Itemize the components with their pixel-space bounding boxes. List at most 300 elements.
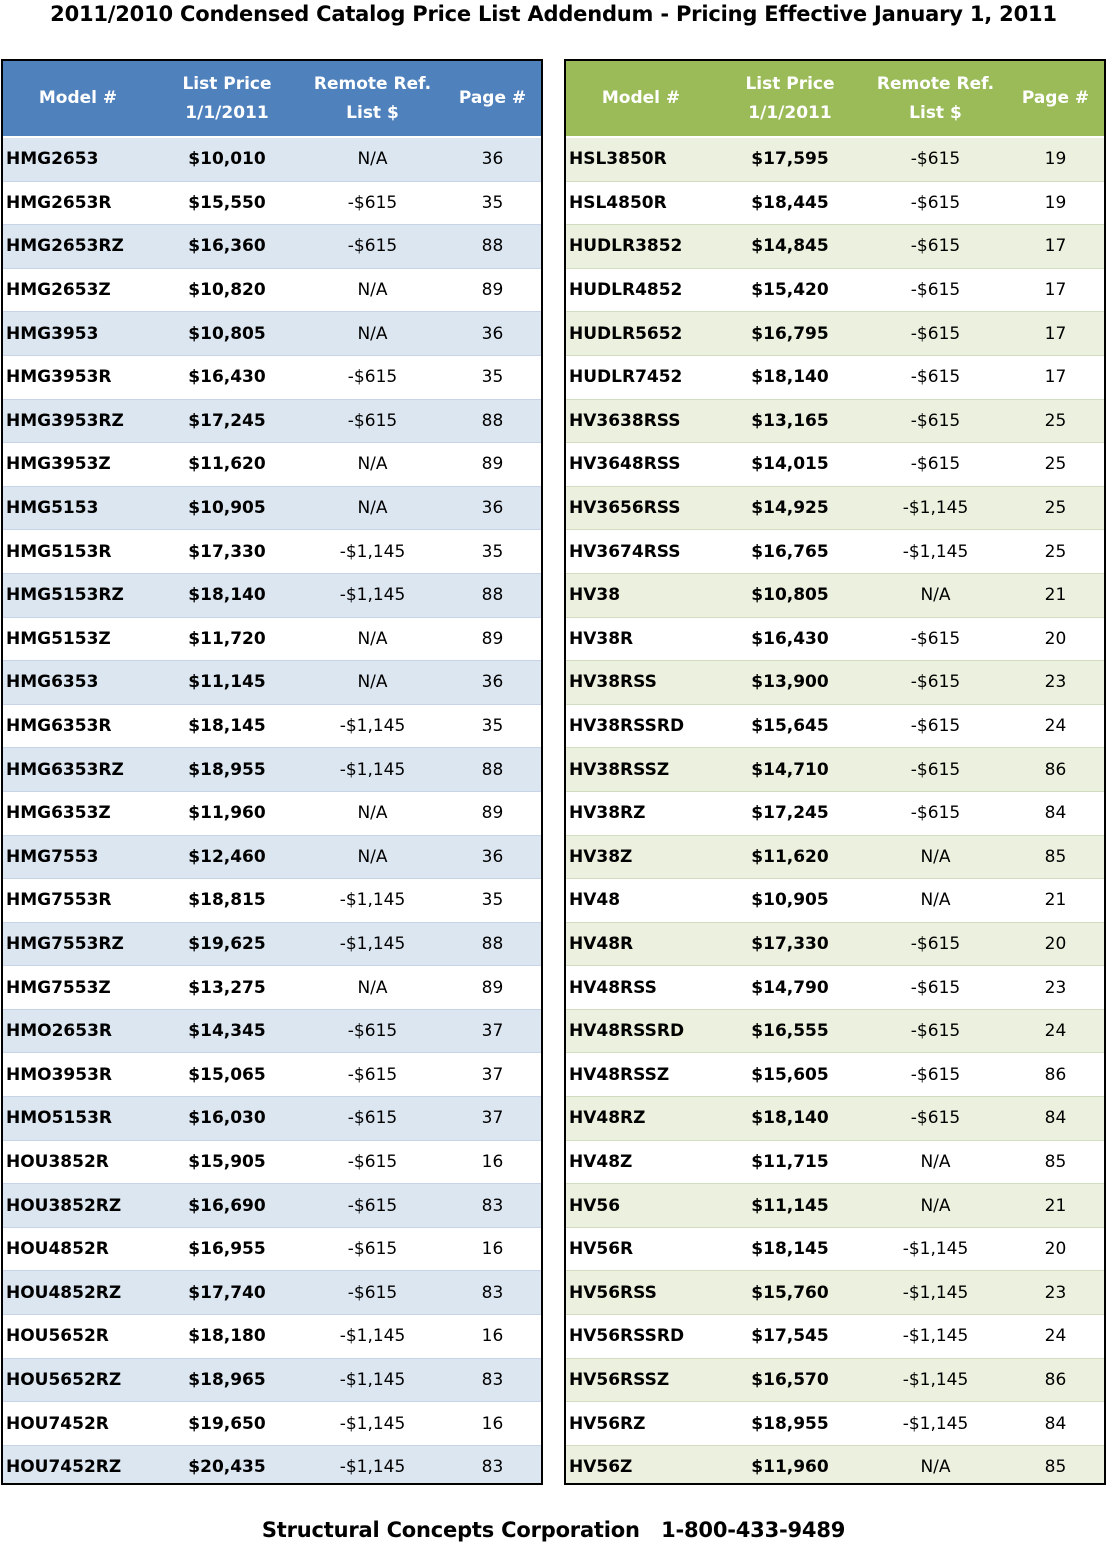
cell-remote-ref: -$615 [347, 1282, 398, 1303]
cell-list-price: $11,960 [751, 1457, 829, 1478]
cell-model: HSL3850R [569, 149, 667, 170]
table-row [3, 618, 541, 662]
cell-list-price: $14,925 [751, 498, 829, 519]
cell-remote-ref: -$615 [347, 410, 398, 431]
cell-remote-ref: -$1,145 [339, 585, 406, 606]
cell-page: 35 [481, 716, 504, 737]
cell-list-price: $15,605 [751, 1064, 829, 1085]
cell-list-price: $17,330 [751, 933, 829, 954]
cell-remote-ref: -$615 [910, 149, 961, 170]
table-row [566, 1228, 1104, 1272]
cell-remote-ref: N/A [357, 498, 388, 519]
cell-page: 89 [481, 803, 504, 824]
cell-page: 24 [1044, 1326, 1067, 1347]
cell-remote-ref: -$1,145 [902, 1369, 969, 1390]
cell-list-price: $13,275 [188, 977, 266, 998]
column-header-list-price: List Price 1/1/2011 [182, 73, 272, 123]
cell-list-price: $17,245 [188, 410, 266, 431]
cell-page: 23 [1044, 977, 1067, 998]
cell-page: 89 [481, 628, 504, 649]
cell-list-price: $14,790 [751, 977, 829, 998]
table-row [3, 705, 541, 749]
cell-model: HUDLR7452 [569, 367, 683, 388]
cell-list-price: $16,430 [188, 367, 266, 388]
table-row [566, 138, 1104, 182]
cell-list-price: $18,140 [188, 585, 266, 606]
company-contact: Structural Concepts Corporation 1-800-433-9489 [261, 1518, 846, 1542]
table-row [566, 705, 1104, 749]
table-row [3, 443, 541, 487]
cell-model: HMG6353R [6, 716, 112, 737]
cell-page: 24 [1044, 1021, 1067, 1042]
cell-page: 36 [481, 323, 504, 344]
cell-remote-ref: -$1,145 [339, 890, 406, 911]
table-row [3, 1402, 541, 1446]
cell-list-price: $16,570 [751, 1369, 829, 1390]
cell-page: 35 [481, 367, 504, 388]
cell-model: HV48 [569, 890, 621, 911]
table-row [566, 923, 1104, 967]
cell-list-price: $11,720 [188, 628, 266, 649]
cell-list-price: $16,690 [188, 1195, 266, 1216]
column-header-model: Model # [601, 88, 681, 108]
table-row [566, 1141, 1104, 1185]
cell-list-price: $18,180 [188, 1326, 266, 1347]
cell-list-price: $14,015 [751, 454, 829, 475]
cell-model: HMG2653RZ [6, 236, 124, 257]
cell-model: HOU3852RZ [6, 1195, 122, 1216]
table-body [566, 136, 1104, 1485]
table-row [3, 574, 541, 618]
cell-remote-ref: -$615 [910, 236, 961, 257]
cell-model: HV48Z [569, 1151, 633, 1172]
cell-model: HSL4850R [569, 192, 667, 213]
cell-page: 88 [481, 585, 504, 606]
cell-page: 17 [1044, 367, 1067, 388]
cell-remote-ref: -$615 [910, 759, 961, 780]
cell-model: HV38R [569, 628, 634, 649]
table-row [566, 879, 1104, 923]
cell-list-price: $16,955 [188, 1239, 266, 1260]
cell-list-price: $11,145 [751, 1195, 829, 1216]
column-header-remote-ref: Remote Ref. List $ [313, 73, 432, 123]
cell-list-price: $10,010 [188, 149, 266, 170]
table-row [3, 1141, 541, 1185]
cell-list-price: $17,245 [751, 803, 829, 824]
cell-list-price: $16,030 [188, 1108, 266, 1129]
table-row [3, 1097, 541, 1141]
cell-list-price: $16,765 [751, 541, 829, 562]
cell-page: 25 [1044, 541, 1067, 562]
cell-page: 88 [481, 410, 504, 431]
cell-list-price: $19,625 [188, 933, 266, 954]
table-row [3, 356, 541, 400]
table-row [3, 792, 541, 836]
cell-remote-ref: -$1,145 [902, 498, 969, 519]
table-row [566, 487, 1104, 531]
cell-model: HMG7553 [6, 846, 99, 867]
cell-remote-ref: N/A [920, 1151, 951, 1172]
cell-list-price: $18,145 [751, 1239, 829, 1260]
cell-model: HV56RSSZ [569, 1369, 670, 1390]
table-row [566, 443, 1104, 487]
cell-model: HMG3953 [6, 323, 99, 344]
cell-page: 86 [1044, 759, 1067, 780]
cell-model: HUDLR4852 [569, 280, 683, 301]
cell-list-price: $15,760 [751, 1282, 829, 1303]
cell-model: HMG7553R [6, 890, 112, 911]
cell-page: 86 [1044, 1369, 1067, 1390]
cell-model: HMG2653R [6, 192, 112, 213]
cell-model: HMG2653Z [6, 280, 111, 301]
cell-list-price: $11,960 [188, 803, 266, 824]
cell-page: 35 [481, 192, 504, 213]
cell-remote-ref: -$1,145 [339, 1413, 406, 1434]
cell-remote-ref: -$615 [347, 192, 398, 213]
cell-remote-ref: -$615 [910, 977, 961, 998]
table-row [3, 225, 541, 269]
cell-remote-ref: -$615 [910, 1108, 961, 1129]
cell-remote-ref: -$1,145 [902, 541, 969, 562]
cell-page: 85 [1044, 1151, 1067, 1172]
cell-model: HMG7553Z [6, 977, 111, 998]
cell-remote-ref: -$615 [347, 1239, 398, 1260]
cell-list-price: $16,555 [751, 1021, 829, 1042]
table-row [3, 1315, 541, 1359]
cell-page: 89 [481, 280, 504, 301]
table-row [3, 1184, 541, 1228]
cell-list-price: $18,140 [751, 367, 829, 388]
table-row [3, 1010, 541, 1054]
cell-model: HV48RZ [569, 1108, 646, 1129]
cell-model: HUDLR3852 [569, 236, 683, 257]
cell-list-price: $10,805 [751, 585, 829, 606]
cell-remote-ref: -$615 [347, 1021, 398, 1042]
cell-list-price: $13,165 [751, 410, 829, 431]
table-row [566, 748, 1104, 792]
cell-remote-ref: -$1,145 [339, 1457, 406, 1478]
cell-list-price: $11,620 [751, 846, 829, 867]
table-row [3, 312, 541, 356]
cell-page: 25 [1044, 454, 1067, 475]
cell-remote-ref: -$1,145 [902, 1239, 969, 1260]
cell-list-price: $15,905 [188, 1151, 266, 1172]
table-row [3, 182, 541, 226]
cell-model: HV38RSSZ [569, 759, 670, 780]
cell-remote-ref: -$1,145 [339, 541, 406, 562]
cell-remote-ref: -$615 [347, 1195, 398, 1216]
cell-remote-ref: -$1,145 [339, 759, 406, 780]
cell-list-price: $18,955 [188, 759, 266, 780]
cell-page: 17 [1044, 236, 1067, 257]
cell-model: HV56R [569, 1239, 634, 1260]
cell-page: 37 [481, 1108, 504, 1129]
cell-model: HMG6353Z [6, 803, 111, 824]
table-row [566, 225, 1104, 269]
cell-remote-ref: -$615 [910, 367, 961, 388]
cell-remote-ref: -$615 [910, 803, 961, 824]
cell-model: HMG3953RZ [6, 410, 124, 431]
cell-page: 23 [1044, 1282, 1067, 1303]
cell-list-price: $18,815 [188, 890, 266, 911]
cell-list-price: $20,435 [188, 1457, 266, 1478]
table-row [3, 1228, 541, 1272]
table-row [3, 661, 541, 705]
table-row [566, 966, 1104, 1010]
cell-model: HOU3852R [6, 1151, 109, 1172]
cell-page: 21 [1044, 1195, 1067, 1216]
cell-list-price: $10,820 [188, 280, 266, 301]
cell-remote-ref: N/A [920, 1457, 951, 1478]
cell-page: 86 [1044, 1064, 1067, 1085]
table-row [566, 312, 1104, 356]
table-row [566, 1097, 1104, 1141]
table-row [566, 1315, 1104, 1359]
cell-list-price: $13,900 [751, 672, 829, 693]
cell-remote-ref: -$615 [347, 1151, 398, 1172]
cell-model: HV38RSSRD [569, 716, 685, 737]
cell-model: HMO3953R [6, 1064, 113, 1085]
cell-list-price: $17,545 [751, 1326, 829, 1347]
cell-page: 83 [481, 1457, 504, 1478]
cell-remote-ref: -$615 [910, 454, 961, 475]
cell-model: HV38RZ [569, 803, 646, 824]
cell-model: HV3648RSS [569, 454, 681, 475]
cell-remote-ref: N/A [357, 977, 388, 998]
cell-remote-ref: -$615 [910, 628, 961, 649]
cell-list-price: $18,145 [188, 716, 266, 737]
cell-remote-ref: N/A [357, 149, 388, 170]
cell-remote-ref: -$615 [347, 1108, 398, 1129]
cell-model: HMG5153 [6, 498, 99, 519]
cell-remote-ref: N/A [357, 672, 388, 693]
cell-page: 19 [1044, 192, 1067, 213]
cell-model: HV3638RSS [569, 410, 681, 431]
table-row [566, 182, 1104, 226]
cell-page: 85 [1044, 1457, 1067, 1478]
cell-remote-ref: N/A [920, 846, 951, 867]
cell-page: 16 [481, 1413, 504, 1434]
cell-list-price: $17,595 [751, 149, 829, 170]
table-row [566, 1010, 1104, 1054]
cell-remote-ref: -$615 [910, 410, 961, 431]
cell-list-price: $19,650 [188, 1413, 266, 1434]
cell-model: HMG2653 [6, 149, 99, 170]
cell-page: 36 [481, 672, 504, 693]
table-row [3, 879, 541, 923]
table-row [566, 1446, 1104, 1485]
table-row [566, 1271, 1104, 1315]
cell-remote-ref: N/A [357, 323, 388, 344]
cell-list-price: $10,905 [751, 890, 829, 911]
table-row [3, 269, 541, 313]
cell-remote-ref: -$1,145 [339, 933, 406, 954]
table-row [566, 1184, 1104, 1228]
table-row [566, 269, 1104, 313]
cell-page: 88 [481, 933, 504, 954]
table-row [566, 356, 1104, 400]
cell-list-price: $15,420 [751, 280, 829, 301]
cell-page: 37 [481, 1064, 504, 1085]
cell-page: 25 [1044, 410, 1067, 431]
cell-list-price: $16,430 [751, 628, 829, 649]
cell-remote-ref: N/A [920, 585, 951, 606]
table-row [566, 530, 1104, 574]
cell-page: 16 [481, 1151, 504, 1172]
cell-list-price: $11,620 [188, 454, 266, 475]
cell-model: HMO2653R [6, 1021, 113, 1042]
column-header-model: Model # [38, 88, 118, 108]
cell-page: 89 [481, 454, 504, 475]
cell-remote-ref: -$615 [910, 672, 961, 693]
table-row [566, 792, 1104, 836]
cell-page: 83 [481, 1282, 504, 1303]
cell-model: HV56RZ [569, 1413, 646, 1434]
cell-list-price: $15,065 [188, 1064, 266, 1085]
table-row [3, 400, 541, 444]
cell-page: 24 [1044, 716, 1067, 737]
cell-remote-ref: -$615 [910, 323, 961, 344]
cell-page: 88 [481, 759, 504, 780]
cell-remote-ref: N/A [920, 890, 951, 911]
cell-page: 83 [481, 1195, 504, 1216]
cell-list-price: $17,740 [188, 1282, 266, 1303]
cell-remote-ref: -$615 [910, 1064, 961, 1085]
cell-remote-ref: N/A [357, 803, 388, 824]
table-row [3, 1053, 541, 1097]
cell-remote-ref: N/A [357, 628, 388, 649]
cell-page: 19 [1044, 149, 1067, 170]
table-header [3, 61, 541, 136]
cell-remote-ref: N/A [357, 280, 388, 301]
table-row [566, 661, 1104, 705]
cell-model: HV38Z [569, 846, 633, 867]
cell-remote-ref: N/A [357, 454, 388, 475]
cell-page: 36 [481, 846, 504, 867]
cell-remote-ref: -$1,145 [902, 1413, 969, 1434]
table-row [3, 1271, 541, 1315]
cell-list-price: $16,360 [188, 236, 266, 257]
table-row [566, 1402, 1104, 1446]
cell-model: HMG6353RZ [6, 759, 124, 780]
cell-list-price: $18,445 [751, 192, 829, 213]
cell-list-price: $10,805 [188, 323, 266, 344]
cell-remote-ref: -$1,145 [339, 716, 406, 737]
cell-model: HMG5153RZ [6, 585, 124, 606]
cell-list-price: $12,460 [188, 846, 266, 867]
table-row [566, 1359, 1104, 1403]
column-header-remote-ref: Remote Ref. List $ [876, 73, 995, 123]
cell-remote-ref: -$615 [910, 933, 961, 954]
page-title: 2011/2010 Condensed Catalog Price List Addendum - Pricing Effective January 1, 2011 [50, 2, 1057, 26]
cell-page: 20 [1044, 628, 1067, 649]
cell-list-price: $15,550 [188, 192, 266, 213]
cell-list-price: $14,345 [188, 1021, 266, 1042]
table-row [3, 748, 541, 792]
table-row [566, 574, 1104, 618]
cell-model: HUDLR5652 [569, 323, 683, 344]
cell-model: HMG7553RZ [6, 933, 124, 954]
cell-list-price: $10,905 [188, 498, 266, 519]
table-row [3, 1359, 541, 1403]
cell-model: HOU5652RZ [6, 1369, 122, 1390]
cell-page: 17 [1044, 323, 1067, 344]
cell-model: HV3656RSS [569, 498, 681, 519]
cell-list-price: $11,145 [188, 672, 266, 693]
price-table-left [1, 59, 543, 1485]
cell-page: 20 [1044, 1239, 1067, 1260]
cell-list-price: $18,955 [751, 1413, 829, 1434]
cell-model: HOU7452R [6, 1413, 109, 1434]
cell-remote-ref: -$1,145 [339, 1369, 406, 1390]
table-row [3, 923, 541, 967]
cell-list-price: $14,845 [751, 236, 829, 257]
cell-list-price: $16,795 [751, 323, 829, 344]
column-header-list-price: List Price 1/1/2011 [745, 73, 835, 123]
cell-model: HV48RSSRD [569, 1021, 685, 1042]
cell-model: HV56RSSRD [569, 1326, 685, 1347]
cell-model: HV38RSS [569, 672, 657, 693]
cell-page: 35 [481, 541, 504, 562]
cell-page: 21 [1044, 890, 1067, 911]
cell-page: 17 [1044, 280, 1067, 301]
cell-remote-ref: N/A [357, 846, 388, 867]
cell-remote-ref: -$1,145 [902, 1282, 969, 1303]
cell-page: 36 [481, 498, 504, 519]
cell-model: HMG3953R [6, 367, 112, 388]
cell-model: HV56 [569, 1195, 621, 1216]
cell-page: 16 [481, 1239, 504, 1260]
cell-remote-ref: -$615 [347, 236, 398, 257]
cell-page: 89 [481, 977, 504, 998]
cell-model: HV56RSS [569, 1282, 657, 1303]
cell-page: 25 [1044, 498, 1067, 519]
cell-page: 35 [481, 890, 504, 911]
cell-remote-ref: -$615 [910, 192, 961, 213]
table-row [3, 966, 541, 1010]
table-row [566, 618, 1104, 662]
cell-list-price: $11,715 [751, 1151, 829, 1172]
cell-page: 84 [1044, 1413, 1067, 1434]
cell-model: HV38 [569, 585, 621, 606]
cell-model: HV56Z [569, 1457, 633, 1478]
cell-remote-ref: -$615 [910, 280, 961, 301]
cell-list-price: $14,710 [751, 759, 829, 780]
cell-model: HOU5652R [6, 1326, 109, 1347]
cell-page: 88 [481, 236, 504, 257]
cell-page: 85 [1044, 846, 1067, 867]
table-row [3, 1446, 541, 1485]
cell-model: HMO5153R [6, 1108, 113, 1129]
cell-page: 23 [1044, 672, 1067, 693]
cell-remote-ref: -$615 [347, 367, 398, 388]
cell-page: 84 [1044, 803, 1067, 824]
table-row [566, 400, 1104, 444]
table-row [3, 530, 541, 574]
cell-model: HV48R [569, 933, 634, 954]
cell-list-price: $18,140 [751, 1108, 829, 1129]
cell-model: HV48RSS [569, 977, 657, 998]
cell-model: HMG5153Z [6, 628, 111, 649]
cell-remote-ref: N/A [920, 1195, 951, 1216]
cell-page: 16 [481, 1326, 504, 1347]
table-row [566, 1053, 1104, 1097]
cell-model: HV48RSSZ [569, 1064, 670, 1085]
column-header-page: Page # [1021, 88, 1090, 108]
cell-list-price: $17,330 [188, 541, 266, 562]
cell-remote-ref: -$1,145 [902, 1326, 969, 1347]
cell-page: 21 [1044, 585, 1067, 606]
